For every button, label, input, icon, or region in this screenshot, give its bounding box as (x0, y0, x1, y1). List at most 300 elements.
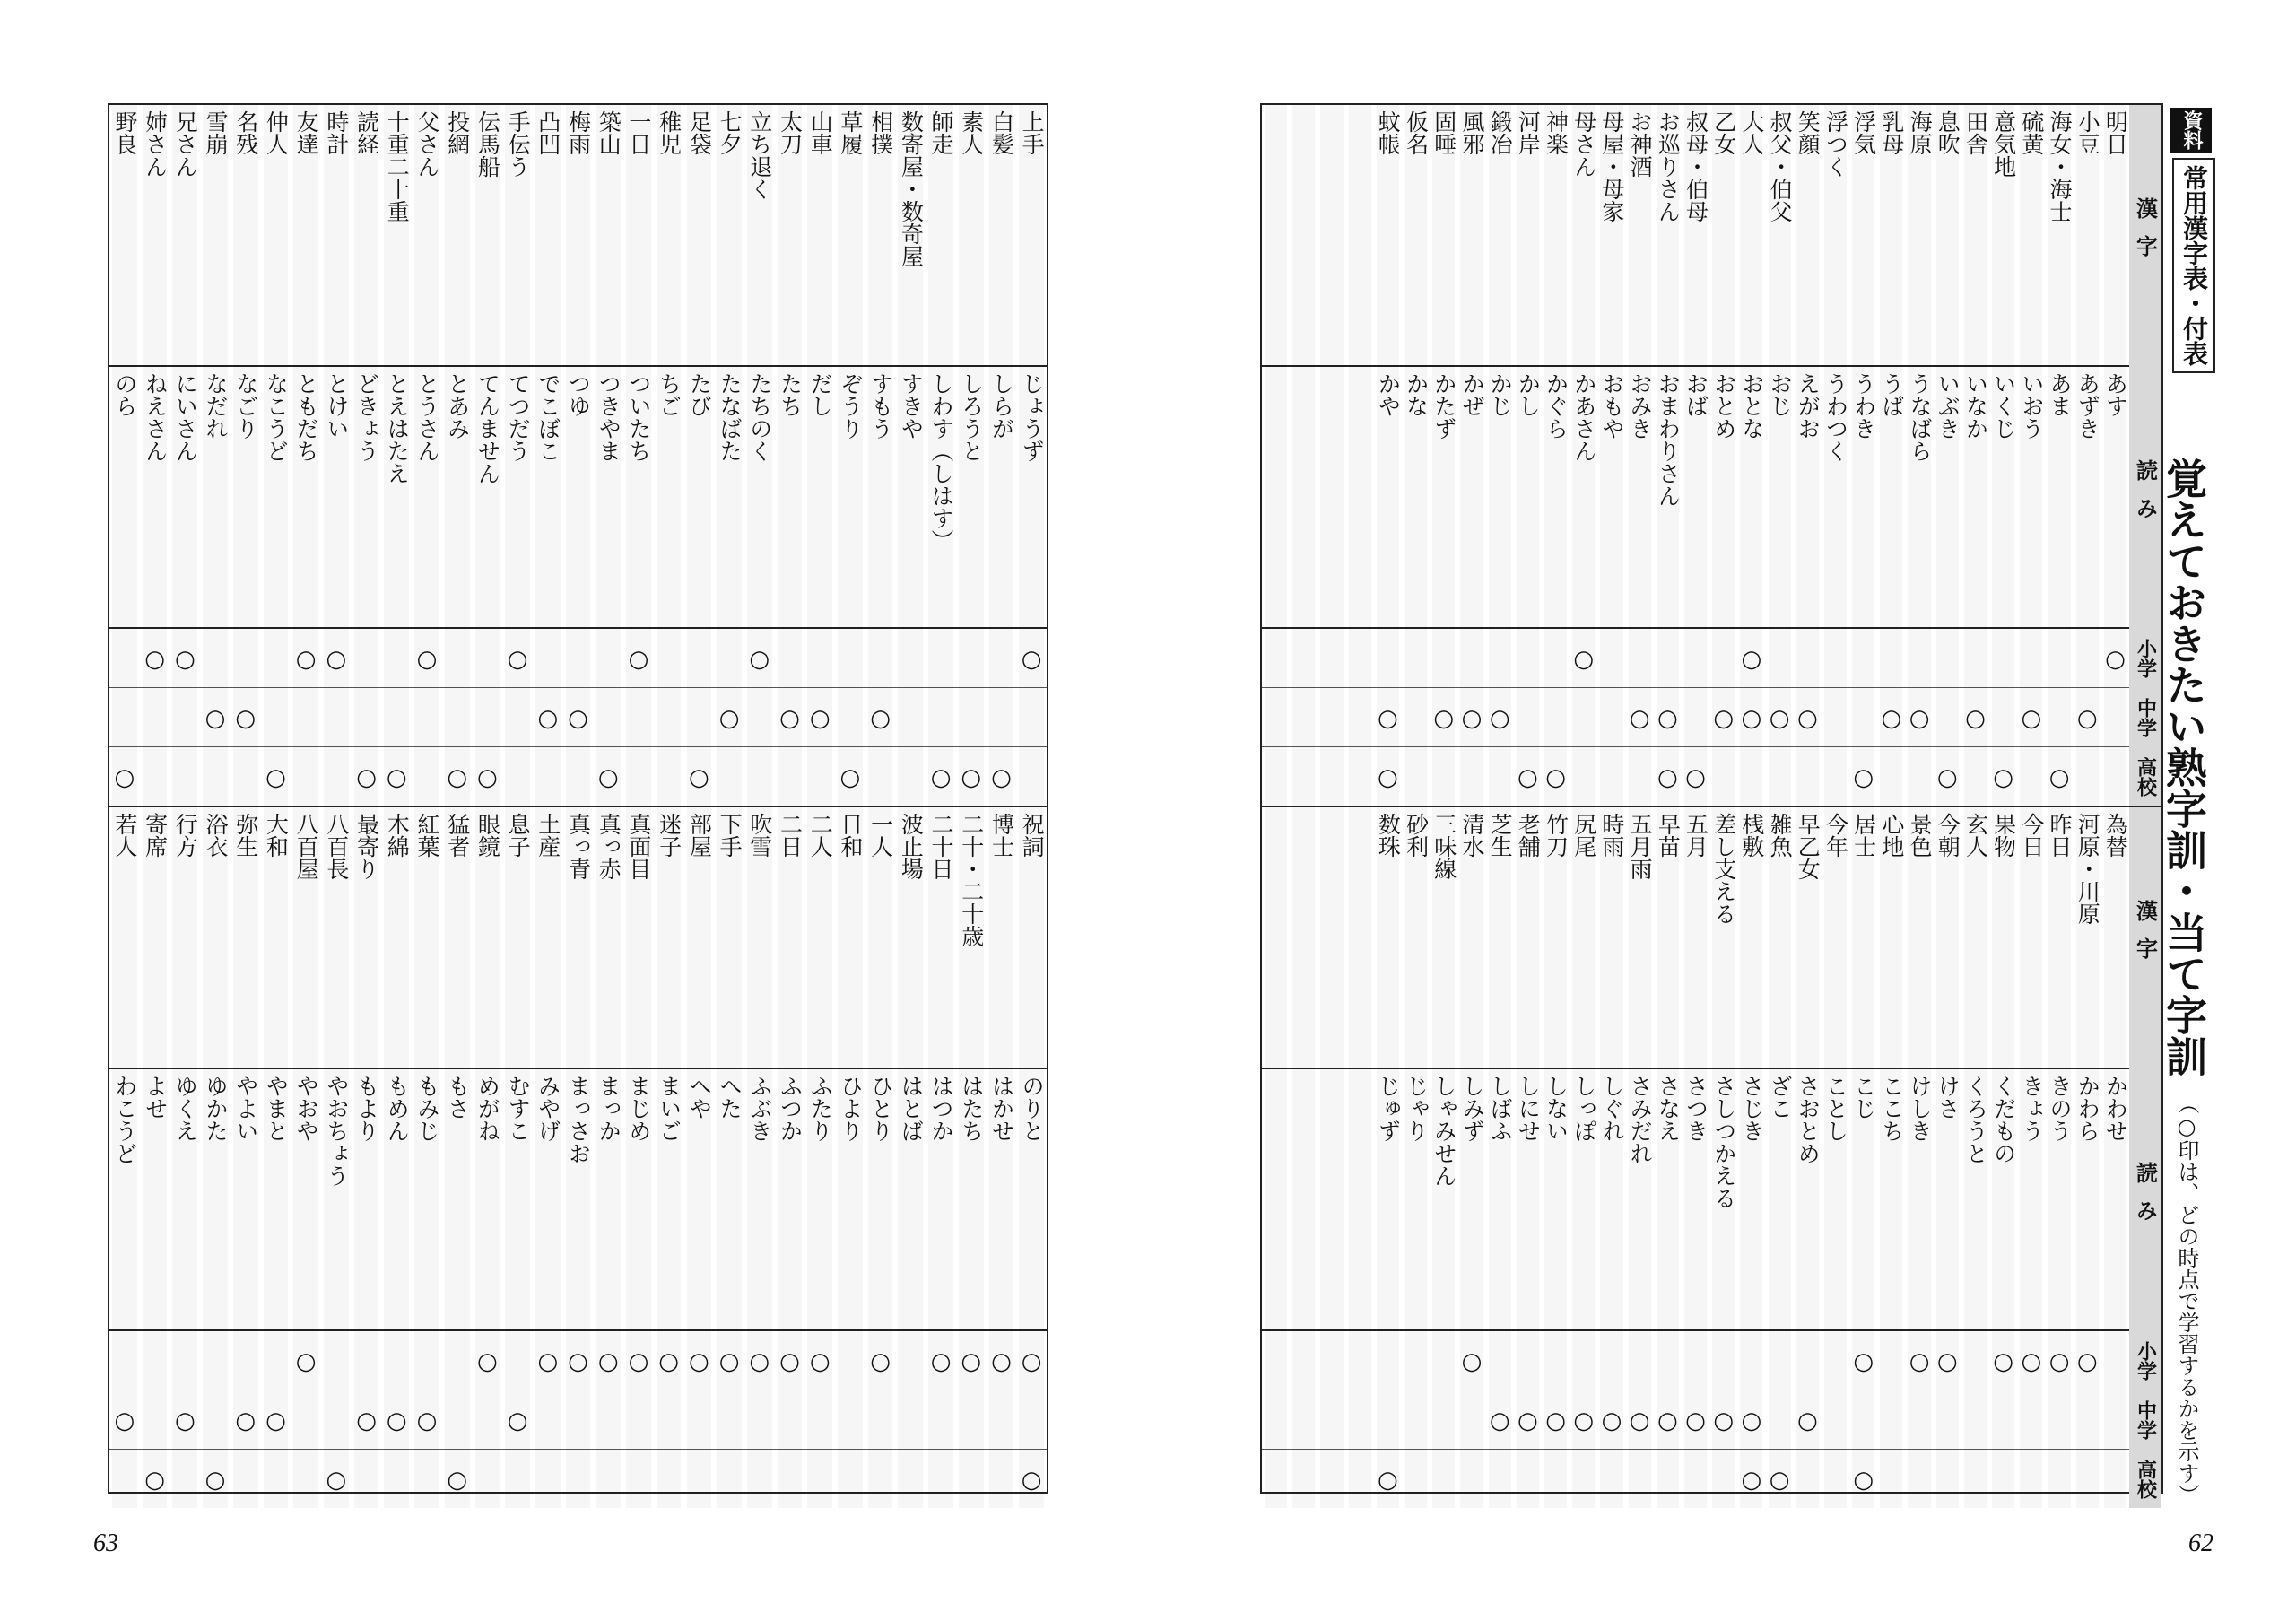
circle-mark-chugaku: ○ (1713, 705, 1735, 732)
kanji-cell: 真面目 (625, 813, 652, 880)
circle-mark-koko: ○ (1769, 1467, 1790, 1494)
yomi-cell: のりと (1019, 1075, 1046, 1142)
kanji-cell: 立ち退く (746, 110, 773, 200)
circle-mark-shogaku: ○ (2048, 1348, 2070, 1375)
kanji-cell: 昨日 (2047, 813, 2074, 858)
circle-mark-chugaku: ○ (1796, 1407, 1818, 1434)
yomi-cell: ひとり (867, 1075, 894, 1142)
yomi-cell: しない (1543, 1075, 1570, 1142)
kanji-cell: 神楽 (1543, 110, 1570, 155)
yomi-cell: しわす（しはす） (928, 372, 955, 552)
kanji-cell: 一日 (625, 110, 652, 155)
section-subtitle: 常用漢字表・付表 (2172, 158, 2215, 373)
kanji-cell: 山車 (807, 110, 834, 155)
yomi-cell: おもや (1598, 372, 1625, 440)
kanji-cell: 老舗 (1515, 813, 1542, 858)
yomi-cell: てんません (474, 372, 501, 484)
kanji-cell: 心地 (1878, 813, 1905, 858)
row-koko (109, 1450, 1047, 1508)
yomi-cell: すもう (867, 372, 894, 440)
circle-mark-koko: ○ (326, 1467, 347, 1494)
kanji-cell: 最寄り (353, 813, 380, 880)
kanji-cell: 寄席 (142, 813, 169, 858)
circle-mark-shogaku: ○ (1993, 1348, 2013, 1375)
circle-mark-chugaku: ○ (1629, 1407, 1650, 1434)
kanji-cell: 今年 (1822, 813, 1849, 858)
circle-mark-shogaku: ○ (779, 1348, 800, 1375)
kanji-cell: 稚児 (656, 110, 683, 155)
yomi-cell: ゆかた (202, 1075, 229, 1142)
kanji-cell: 八百屋 (293, 813, 320, 880)
kanji-cell: 太刀 (777, 110, 804, 155)
circle-mark-koko: ○ (144, 1467, 165, 1494)
jukujikun-table-right (1260, 103, 2163, 1499)
circle-mark-chugaku: ○ (809, 705, 831, 732)
kanji-cell: 素人 (958, 110, 985, 155)
yomi-cell: かし (1515, 372, 1542, 417)
circle-mark-chugaku: ○ (1909, 705, 1930, 732)
yomi-cell: ふつか (777, 1075, 804, 1142)
circle-mark-shogaku: ○ (507, 646, 528, 673)
circle-mark-chugaku: ○ (1378, 705, 1398, 732)
kanji-cell: お神酒 (1627, 110, 1654, 178)
kanji-cell: 弥生 (232, 813, 259, 858)
yomi-cell: はたち (958, 1075, 985, 1142)
header-shogaku: 小学 (2134, 1340, 2157, 1381)
circle-mark-chugaku: ○ (1433, 705, 1455, 732)
circle-mark-shogaku: ○ (1021, 1348, 1042, 1375)
yomi-cell: うば (1878, 372, 1905, 417)
yomi-cell: あずき (2074, 372, 2101, 440)
kanji-cell: 叔母・伯母 (1683, 110, 1709, 222)
circle-mark-shogaku: ○ (628, 646, 649, 673)
kanji-cell: 河原・川原 (2074, 813, 2101, 925)
kanji-cell: 風邪 (1458, 110, 1485, 155)
kanji-cell: 早乙女 (1795, 813, 1822, 880)
yomi-cell: はとば (898, 1075, 925, 1142)
yomi-cell: だし (807, 372, 834, 417)
kanji-cell: 息吹 (1935, 110, 1961, 155)
kanji-cell: 若人 (111, 813, 138, 858)
yomi-cell: えがお (1795, 372, 1822, 440)
table-block-bottom (1262, 807, 2161, 1508)
circle-mark-chugaku: ○ (1685, 1407, 1706, 1434)
circle-mark-shogaku: ○ (174, 646, 196, 673)
yomi-cell: へや (686, 1075, 713, 1120)
kanji-cell: 草履 (837, 110, 864, 155)
kanji-cell: 仲人 (263, 110, 290, 155)
yomi-cell: ふぶき (746, 1075, 773, 1142)
jukujikun-table-left (108, 103, 1048, 1494)
yomi-cell: うなばら (1907, 372, 1934, 462)
kanji-cell: 砂利 (1403, 813, 1430, 858)
circle-mark-koko: ○ (1378, 1467, 1398, 1494)
legend-note: （○印は、どの時点で学習するかを示す） (2174, 1093, 2199, 1505)
circle-mark-koko: ○ (1378, 764, 1398, 791)
circle-mark-koko: ○ (1021, 1467, 1042, 1494)
kanji-cell: 三味線 (1431, 813, 1457, 880)
yomi-cell: あま (2047, 372, 2074, 417)
yomi-cell: むすこ (505, 1075, 532, 1142)
circle-mark-shogaku: ○ (568, 1348, 588, 1375)
yomi-cell: やおや (293, 1075, 320, 1142)
yomi-cell: つゆ (565, 372, 592, 417)
circle-mark-koko: ○ (1741, 1467, 1762, 1494)
yomi-cell: ふたり (807, 1075, 834, 1142)
yomi-cell: つきやま (596, 372, 622, 462)
yomi-cell: もみじ (413, 1075, 440, 1142)
row-shogaku (1262, 629, 2161, 687)
header-chugaku: 中学 (2134, 697, 2157, 737)
kanji-cell: 大人 (1738, 110, 1765, 155)
row-koko (109, 747, 1047, 806)
kanji-cell: 上手 (1019, 110, 1046, 155)
circle-mark-chugaku: ○ (235, 1407, 257, 1434)
circle-mark-shogaku: ○ (2021, 1348, 2042, 1375)
circle-mark-chugaku: ○ (507, 1407, 528, 1434)
circle-mark-chugaku: ○ (779, 705, 800, 732)
circle-mark-chugaku: ○ (1965, 705, 1986, 732)
yomi-cell: おとな (1738, 372, 1765, 440)
yomi-cell: はつか (928, 1075, 955, 1142)
row-chugaku (109, 1390, 1047, 1449)
kanji-cell: 師走 (928, 110, 955, 155)
circle-mark-chugaku: ○ (1601, 1407, 1622, 1434)
kanji-cell: 果物 (1990, 813, 2017, 858)
table-block-bottom (109, 807, 1047, 1508)
kanji-cell: 蚊帳 (1375, 110, 1402, 155)
kanji-cell: 雑魚 (1767, 813, 1794, 858)
yomi-cell: ともだち (293, 372, 320, 462)
circle-mark-chugaku: ○ (870, 705, 891, 732)
yomi-cell: はかせ (988, 1075, 1015, 1142)
kanji-cell: 五月 (1683, 813, 1709, 858)
kanji-cell: 時計 (323, 110, 350, 155)
kanji-cell: 固唾 (1431, 110, 1457, 155)
circle-mark-chugaku: ○ (235, 705, 257, 732)
circle-mark-koko: ○ (1853, 1467, 1874, 1494)
kanji-cell: 部屋 (686, 813, 713, 858)
kanji-cell: 博士 (988, 813, 1015, 858)
header-kanji: 漢字 (2132, 900, 2158, 975)
circle-mark-koko: ○ (447, 1467, 468, 1494)
yomi-cell: まじめ (625, 1075, 652, 1142)
circle-mark-shogaku: ○ (1741, 646, 1762, 673)
yomi-cell: にいさん (172, 372, 199, 462)
row-kanji (109, 105, 1047, 365)
circle-mark-koko: ○ (991, 764, 1012, 791)
circle-mark-shogaku: ○ (1909, 1348, 1930, 1375)
yomi-cell: くろうと (1962, 1075, 1989, 1164)
yomi-cell: じゃり (1403, 1075, 1430, 1142)
yomi-cell: もより (353, 1075, 380, 1142)
circle-mark-shogaku: ○ (961, 1348, 982, 1375)
kanji-cell: 玄人 (1962, 813, 1989, 858)
kanji-cell: 為替 (2102, 813, 2129, 858)
yomi-cell: くだもの (1990, 1075, 2017, 1164)
yomi-cell: いぶき (1935, 372, 1961, 440)
yomi-cell: うわつく (1822, 372, 1849, 462)
kanji-cell: 数寄屋・数奇屋 (898, 110, 925, 267)
circle-mark-koko: ○ (1685, 764, 1706, 791)
yomi-cell: まっか (596, 1075, 622, 1142)
yomi-cell: たち (777, 372, 804, 417)
circle-mark-koko: ○ (386, 764, 407, 791)
kanji-cell: 迷子 (656, 813, 683, 858)
yomi-cell: すきや (898, 372, 925, 440)
yomi-cell: ねえさん (142, 372, 169, 462)
circle-mark-shogaku: ○ (870, 1348, 891, 1375)
yomi-cell: よせ (142, 1075, 169, 1120)
yomi-cell: さじき (1738, 1075, 1765, 1142)
header-yomi: 読み (2132, 1162, 2158, 1237)
yomi-cell: ついたち (625, 372, 652, 462)
header-yomi: 読み (2132, 459, 2158, 535)
header-koko: 高校 (2134, 756, 2157, 797)
yomi-cell: なごり (232, 372, 259, 440)
circle-mark-koko: ○ (356, 764, 377, 791)
row-shogaku (109, 629, 1047, 687)
kanji-cell: 読経 (353, 110, 380, 155)
circle-mark-shogaku: ○ (809, 1348, 831, 1375)
yomi-cell: わこうど (111, 1075, 138, 1164)
kanji-cell: 鍛冶 (1487, 110, 1514, 155)
kanji-cell: 海女・海士 (2047, 110, 2074, 222)
kanji-cell: 意気地 (1990, 110, 2017, 178)
kanji-cell: 数珠 (1375, 813, 1402, 858)
circle-mark-koko: ○ (2048, 764, 2070, 791)
circle-mark-chugaku: ○ (718, 705, 740, 732)
kanji-cell: 真っ赤 (596, 813, 622, 880)
circle-mark-chugaku: ○ (386, 1407, 407, 1434)
kanji-cell: 築山 (596, 110, 622, 155)
kanji-cell: 吹雪 (746, 813, 773, 858)
kanji-cell: 乳母 (1878, 110, 1905, 155)
circle-mark-shogaku: ○ (597, 1348, 619, 1375)
yomi-cell: ぞうり (837, 372, 864, 440)
row-yomi (109, 1069, 1047, 1329)
circle-mark-chugaku: ○ (204, 705, 226, 732)
yomi-cell: かわせ (2102, 1075, 2129, 1142)
yomi-cell: ちご (656, 372, 683, 417)
circle-mark-chugaku: ○ (1713, 1407, 1735, 1434)
yomi-cell: たび (686, 372, 713, 417)
kanji-cell: 眼鏡 (474, 813, 501, 858)
circle-mark-shogaku: ○ (749, 646, 770, 673)
row-kanji (1262, 807, 2161, 1068)
circle-mark-shogaku: ○ (144, 646, 165, 673)
yomi-cell: とえはたえ (384, 372, 411, 484)
kanji-cell: 白髪 (988, 110, 1015, 155)
yomi-cell: さみだれ (1627, 1075, 1654, 1164)
circle-mark-koko: ○ (204, 1467, 226, 1494)
circle-mark-koko: ○ (477, 764, 498, 791)
circle-mark-koko: ○ (930, 764, 952, 791)
circle-mark-koko: ○ (1993, 764, 2013, 791)
yomi-cell: きょう (2018, 1075, 2045, 1142)
kanji-cell: 梅雨 (565, 110, 592, 155)
yomi-cell: しゃみせん (1431, 1075, 1457, 1187)
kanji-cell: 真っ青 (565, 813, 592, 880)
row-koko (1262, 747, 2161, 806)
circle-mark-chugaku: ○ (1545, 1407, 1566, 1434)
row-chugaku (109, 688, 1047, 746)
kanji-cell: 小豆 (2074, 110, 2101, 155)
circle-mark-chugaku: ○ (1657, 1407, 1678, 1434)
page-title: 覚えておきたい熟字訓・当て字訓 (2160, 458, 2208, 1076)
yomi-cell: でこぼこ (535, 372, 561, 462)
circle-mark-chugaku: ○ (537, 705, 559, 732)
kanji-cell: 母屋・母家 (1598, 110, 1625, 222)
yomi-cell: かや (1375, 372, 1402, 417)
circle-mark-shogaku: ○ (1461, 1348, 1483, 1375)
circle-mark-koko: ○ (1518, 764, 1538, 791)
kanji-cell: 芝生 (1487, 813, 1514, 858)
kanji-cell: 浮気 (1850, 110, 1877, 155)
section-tag: 資料 (2170, 108, 2212, 153)
circle-mark-shogaku: ○ (295, 646, 317, 673)
yomi-cell: まいご (656, 1075, 683, 1142)
circle-mark-shogaku: ○ (416, 646, 438, 673)
kanji-cell: 名残 (232, 110, 259, 155)
yomi-cell: あす (2102, 372, 2129, 417)
yomi-cell: とけい (323, 372, 350, 440)
circle-mark-chugaku: ○ (1629, 705, 1650, 732)
kanji-cell: 姉さん (142, 110, 169, 178)
yomi-cell: かたず (1431, 372, 1457, 440)
circle-mark-shogaku: ○ (2105, 646, 2126, 673)
kanji-cell: 二日 (777, 813, 804, 858)
circle-mark-shogaku: ○ (658, 1348, 679, 1375)
yomi-cell: いおう (2018, 372, 2045, 440)
kanji-cell: 清水 (1458, 813, 1485, 858)
yomi-cell: さつき (1683, 1075, 1709, 1142)
yomi-cell: いくじ (1990, 372, 2017, 440)
header-shogaku: 小学 (2134, 638, 2157, 678)
row-yomi (1262, 1069, 2161, 1329)
yomi-cell: うわき (1850, 372, 1877, 440)
kanji-cell: 大和 (263, 813, 290, 858)
yomi-cell: ひより (837, 1075, 864, 1142)
yomi-cell: もさ (444, 1075, 471, 1120)
row-chugaku (1262, 1390, 2161, 1449)
circle-mark-chugaku: ○ (416, 1407, 438, 1434)
yomi-cell: なだれ (202, 372, 229, 440)
row-yomi (1262, 367, 2161, 627)
kanji-cell: 浴衣 (202, 813, 229, 858)
kanji-cell: 伝馬船 (474, 110, 501, 178)
yomi-cell: さしつかえる (1710, 1075, 1737, 1209)
yomi-cell: たなばた (717, 372, 744, 462)
kanji-cell: 二十日 (928, 813, 955, 880)
circle-mark-shogaku: ○ (295, 1348, 317, 1375)
yomi-cell: なこうど (263, 372, 290, 462)
yomi-cell: ここち (1878, 1075, 1905, 1142)
kanji-cell: 一人 (867, 813, 894, 858)
yomi-cell: しっぽ (1570, 1075, 1597, 1142)
row-koko (1262, 1450, 2161, 1508)
yomi-cell: もめん (384, 1075, 411, 1142)
row-chugaku (1262, 688, 2161, 746)
kanji-cell: 田舎 (1962, 110, 1989, 155)
kanji-cell: 竹刀 (1543, 813, 1570, 858)
circle-mark-koko: ○ (1545, 764, 1566, 791)
circle-mark-shogaku: ○ (689, 1348, 709, 1375)
yomi-cell: ゆくえ (172, 1075, 199, 1142)
circle-mark-chugaku: ○ (1881, 705, 1902, 732)
yomi-cell: やよい (232, 1075, 259, 1142)
kanji-cell: 乙女 (1710, 110, 1737, 155)
kanji-cell: 十重二十重 (384, 110, 411, 222)
kanji-cell: 浮つく (1822, 110, 1849, 178)
header-chugaku: 中学 (2134, 1399, 2157, 1440)
kanji-cell: 下手 (717, 813, 744, 858)
table-block-top (109, 105, 1047, 806)
yomi-cell: しろうと (958, 372, 985, 462)
circle-mark-chugaku: ○ (265, 1407, 286, 1434)
row-kanji (1262, 105, 2161, 365)
circle-mark-koko: ○ (1936, 764, 1958, 791)
kanji-cell: 居士 (1850, 813, 1877, 858)
circle-mark-shogaku: ○ (749, 1348, 770, 1375)
kanji-cell: 五月雨 (1627, 813, 1654, 880)
yomi-cell: じゅず (1375, 1075, 1402, 1142)
circle-mark-chugaku: ○ (1741, 1407, 1762, 1434)
circle-mark-shogaku: ○ (2076, 1348, 2098, 1375)
circle-mark-chugaku: ○ (1518, 1407, 1538, 1434)
yomi-cell: おまわりさん (1655, 372, 1682, 507)
circle-mark-chugaku: ○ (1741, 705, 1762, 732)
kanji-cell: 桟敷 (1738, 813, 1765, 858)
kanji-cell: 土産 (535, 813, 561, 858)
row-yomi (109, 367, 1047, 627)
kanji-cell: 今朝 (1935, 813, 1961, 858)
yomi-cell: さおとめ (1795, 1075, 1822, 1164)
yomi-cell: かな (1403, 372, 1430, 417)
kanji-cell: 波止場 (898, 813, 925, 880)
yomi-cell: かじ (1487, 372, 1514, 417)
page-number-right: 62 (2188, 1529, 2213, 1557)
kanji-cell: 手伝う (505, 110, 532, 178)
circle-mark-koko: ○ (689, 764, 709, 791)
circle-mark-koko: ○ (265, 764, 286, 791)
kanji-cell: 足袋 (686, 110, 713, 155)
circle-mark-shogaku: ○ (326, 646, 347, 673)
page-number-left: 63 (93, 1529, 118, 1557)
yomi-cell: かぐら (1543, 372, 1570, 440)
kanji-cell: 明日 (2102, 110, 2129, 155)
yomi-cell: どきょう (353, 372, 380, 462)
circle-mark-shogaku: ○ (1936, 1348, 1958, 1375)
row-kanji (109, 807, 1047, 1068)
yomi-cell: おば (1683, 372, 1709, 417)
circle-mark-koko: ○ (1853, 764, 1874, 791)
circle-mark-koko: ○ (447, 764, 468, 791)
yomi-cell: おみき (1627, 372, 1654, 440)
circle-mark-shogaku: ○ (991, 1348, 1012, 1375)
kanji-cell: 日和 (837, 813, 864, 858)
kanji-cell: 笑顔 (1795, 110, 1822, 155)
kanji-cell: 二十・二十歳 (958, 813, 985, 947)
circle-mark-chugaku: ○ (2076, 705, 2098, 732)
kanji-cell: 景色 (1907, 813, 1934, 858)
circle-mark-koko: ○ (961, 764, 982, 791)
circle-mark-shogaku: ○ (930, 1348, 952, 1375)
circle-mark-chugaku: ○ (1657, 705, 1678, 732)
kanji-cell: 河岸 (1515, 110, 1542, 155)
yomi-cell: めがね (474, 1075, 501, 1142)
yomi-cell: とあみ (444, 372, 471, 440)
